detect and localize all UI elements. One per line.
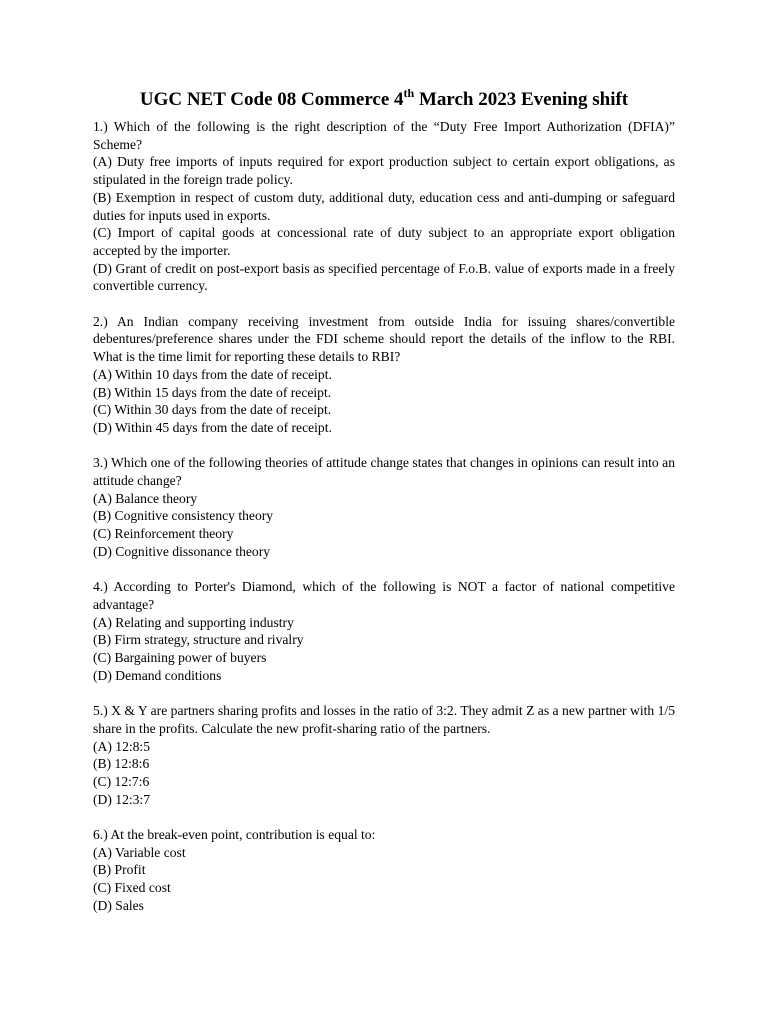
title-prefix: UGC NET Code 08 Commerce 4 [139, 89, 404, 110]
option-c: (C) 12:7:6 [93, 773, 150, 789]
question-5 [93, 702, 675, 808]
option-d: (D) Grant of credit on post-export basis as specified percentage of F.o.B. value of exports made in a freely convertible currency. [93, 260, 675, 294]
option-a: (A) Relating and supporting industry [93, 614, 294, 630]
option-c: (C) Bargaining power of buyers [93, 650, 267, 666]
option-d: (D) Within 45 days from the date of receipt. [93, 419, 332, 435]
option-b: (B) 12:8:6 [93, 756, 150, 772]
option-b: (B) Within 15 days from the date of receipt. [93, 384, 332, 400]
option-c: (C) Reinforcement theory [93, 526, 234, 542]
page-title [93, 88, 675, 112]
option-a: (A) Within 10 days from the date of receipt. [93, 366, 332, 382]
title-suffix: March 2023 Evening shift [414, 89, 629, 110]
option-b: (B) Cognitive consistency theory [93, 508, 274, 524]
option-a: (A) Variable cost [93, 844, 186, 860]
question-3 [93, 454, 675, 560]
question-2 [93, 313, 675, 437]
option-c: (C) Within 30 days from the date of receipt. [93, 402, 332, 418]
question-stem: 3.) Which one of the following theories of attitude change states that changes in opinions can result into an attitude change? [93, 455, 675, 489]
option-a: (A) 12:8:5 [93, 738, 151, 754]
option-d: (D) Sales [93, 897, 144, 913]
option-a: (A) Balance theory [93, 490, 198, 506]
option-b: (B) Firm strategy, structure and rivalry [93, 632, 304, 648]
option-d: (D) 12:3:7 [93, 791, 151, 807]
question-6 [93, 826, 675, 915]
question-4 [93, 578, 675, 684]
option-b: (B) Profit [93, 862, 146, 878]
question-stem: 5.) X & Y are partners sharing profits and losses in the ratio of 3:2. They admit Z as a new partner with 1/5 share in the profits. Calculate the new profit-sharing ratio of the partners. [93, 703, 675, 736]
question-stem: 6.) At the break-even point, contribution is equal to: [93, 827, 376, 843]
option-a: (A) Duty free imports of inputs required for export production subject to certain export obligations, as stipulated in the foreign trade policy. [93, 154, 675, 188]
question-stem: 4.) According to Porter's Diamond, which of the following is NOT a factor of national competitive advantage? [93, 579, 675, 612]
question-stem: 1.) Which of the following is the right description of the “Duty Free Import Authorization (DFIA)” Scheme? [93, 119, 675, 152]
option-c: (C) Fixed cost [93, 880, 171, 896]
question-1 [93, 118, 675, 295]
question-stem: 2.) An Indian company receiving investment from outside India for issuing shares/convertible debentures/preference shares under the FDI scheme should report the details of the inflow to the RBI. What is the time limit for reporting these details to RBI? [93, 313, 675, 365]
option-d: (D) Cognitive dissonance theory [93, 543, 271, 559]
option-b: (B) Exemption in respect of custom duty, additional duty, education cess and anti-dumping or safeguard duties for inputs used in exports. [93, 189, 675, 223]
option-c: (C) Import of capital goods at concessional rate of duty subject to an appropriate export obligation accepted by the importer. [93, 225, 675, 258]
option-d: (D) Demand conditions [93, 667, 222, 683]
title-superscript: th [403, 86, 415, 100]
